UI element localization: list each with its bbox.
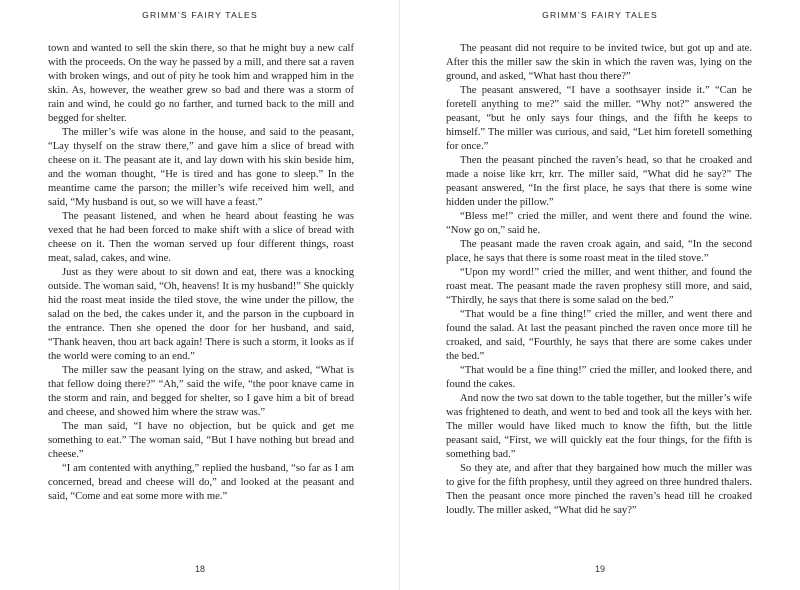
paragraph: The peasant listened, and when he heard about feasting he was vexed that he had been forced to make shift with a slice of bread with cheese on it. Then the woman served up four different things, roast meat, salad, cakes, and wine.: [48, 211, 354, 264]
paragraph: “Bless me!” cried the miller, and went there and found the wine. “Now go on,” said he.: [446, 211, 752, 236]
paragraph: And now the two sat down to the table together, but the miller’s wife was frightened to death, and went to bed and took all the keys with her. The miller would have liked much to know the fifth, but the little peasant said, “First, we will quickly eat the four things, for the fifth is something bad.”: [446, 393, 752, 460]
page-number: 19: [594, 564, 605, 574]
paragraph: Just as they were about to sit down and eat, there was a knocking outside. The woman said, “Oh, heavens! It is my husband!” She quickly hid the roast meat inside the tiled stove, the wine under the pillow, the salad on the bed, the cakes under it, and the parson in the cupboard in the entrance. Then she opened the door for her husband, and said, “Thank heaven, thou art back again! There is such a storm, it looks as if the world were coming to an end.”: [48, 267, 354, 362]
right-page: [400, 0, 800, 590]
body-text: [446, 42, 752, 518]
paragraph: The miller saw the peasant lying on the straw, and asked, “What is that fellow doing there?” “Ah,” said the wife, “the poor knave came in the storm and rain, and begged for shelter, so I gave him a bit of bread and cheese, and showed him where the straw was.”: [48, 365, 354, 418]
paragraph: So they ate, and after that they bargained how much the miller was to give for the fifth prophesy, until they agreed on three hundred thalers. Then the peasant once more pinched the raven’s head till he croaked loudly. The miller asked, “What did he say?”: [446, 463, 752, 516]
paragraph: The man said, “I have no objection, but be quick and get me something to eat.” The woman said, “But I have nothing but bread and cheese.”: [48, 421, 354, 460]
paragraph: The peasant did not require to be invited twice, but got up and ate. After this the miller saw the skin in which the raven was, lying on the ground, and asked, “What hast thou there?”: [446, 43, 752, 82]
paragraph: The peasant made the raven croak again, and said, “In the second place, he says that there is some roast meat in the tiled stove.”: [446, 239, 752, 264]
paragraph: The miller’s wife was alone in the house, and said to the peasant, “Lay thyself on the straw there,” and gave him a slice of bread with cheese on it. The peasant ate it, and lay down with his skin beside him, and the woman thought, “He is tired and has gone to sleep.” In the meantime came the parson; the miller’s wife received him well, and said, “My husband is out, so we will have a feast.”: [48, 127, 354, 208]
paragraph: “That would be a fine thing!” cried the miller, and went there and found the salad. At last the peasant pinched the raven once more till he croaked, and said, “Fourthly, he says that there are some cakes under the bed.”: [446, 309, 752, 362]
paragraph: “That would be a fine thing!” cried the miller, and looked there, and found the cakes.: [446, 365, 752, 390]
paragraph: “I am contented with anything,” replied the husband, “so far as I am concerned, bread and cheese will do,” and looked at the peasant and said, “Come and eat some more with me.”: [48, 463, 354, 502]
body-text: [48, 42, 354, 504]
paragraph: The peasant answered, “I have a soothsayer inside it.” “Can he foretell anything to me?” said the miller. “Why not?” answered the peasant, “but he only says four things, and the fifth he keeps to himself.” The miller was curious, and said, “Let him foretell something for once.”: [446, 85, 752, 152]
running-header: GRIMM’S FAIRY TALES: [542, 10, 658, 20]
paragraph: “Upon my word!” cried the miller, and went thither, and found the roast meat. The peasant made the raven prophesy still more, and said, “Thirdly, he says that there is some salad on the bed.”: [446, 267, 752, 306]
running-header: GRIMM’S FAIRY TALES: [142, 10, 258, 20]
paragraph: town and wanted to sell the skin there, so that he might buy a new calf with the proceeds. On the way he passed by a mill, and there sat a raven with broken wings, and out of pity he took him and wrapped him in the skin. As, however, the weather grew so bad and there was a storm of rain and wind, he could go no farther, and turned back to the mill and begged for shelter.: [48, 43, 354, 124]
paragraph: Then the peasant pinched the raven’s head, so that he croaked and made a noise like krr, krr. The miller said, “What did he say?” The peasant answered, “In the first place, he says that there is some wine hidden under the pillow.”: [446, 155, 752, 208]
page-number: 18: [194, 564, 205, 574]
